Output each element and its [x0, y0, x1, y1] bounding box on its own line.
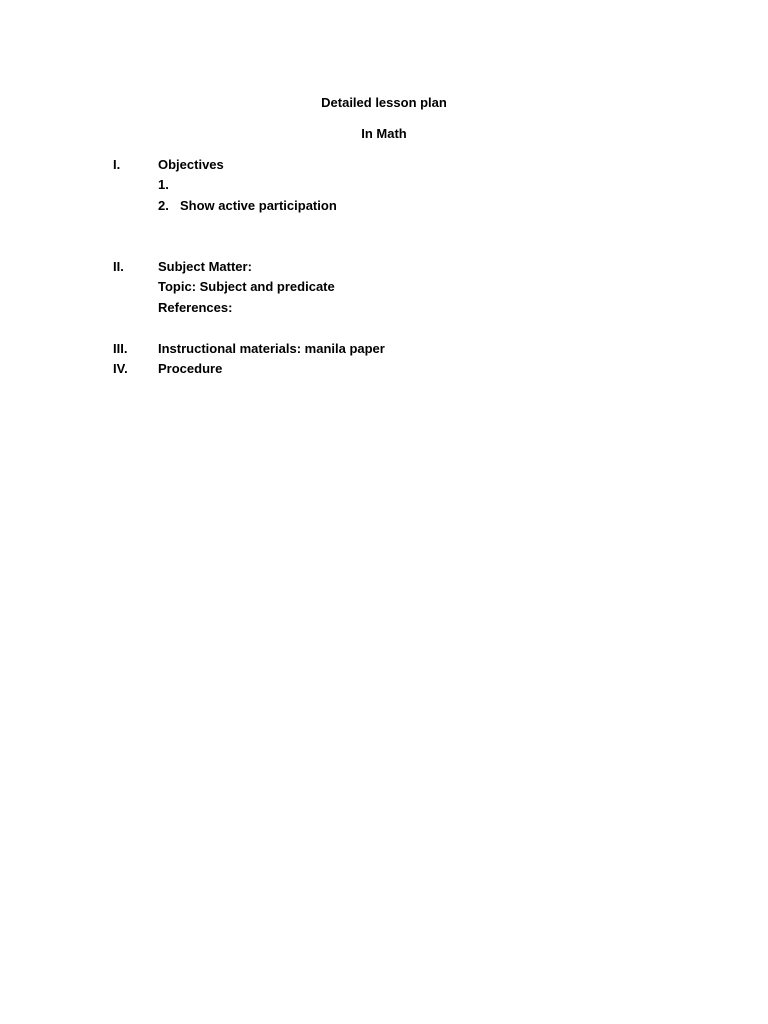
objective-item-number: 1. — [158, 177, 169, 192]
section-numeral-procedure: IV. — [113, 361, 128, 376]
objective-item-text: Show active participation — [180, 198, 337, 213]
subject-matter-topic: Topic: Subject and predicate — [158, 279, 335, 294]
section-heading-objectives: Objectives — [158, 157, 224, 172]
section-numeral-subject-matter: II. — [113, 259, 124, 274]
section-numeral-instructional-materials: III. — [113, 341, 128, 356]
section-heading-procedure: Procedure — [158, 361, 223, 376]
section-text-instructional-materials: Instructional materials: manila paper — [158, 341, 385, 356]
section-numeral-objectives: I. — [113, 157, 121, 172]
document-subtitle: In Math — [361, 126, 407, 141]
subject-matter-references: References: — [158, 300, 233, 315]
objective-item-number: 2. — [158, 198, 169, 213]
document-title: Detailed lesson plan — [321, 95, 447, 110]
section-heading-subject-matter: Subject Matter: — [158, 259, 252, 274]
